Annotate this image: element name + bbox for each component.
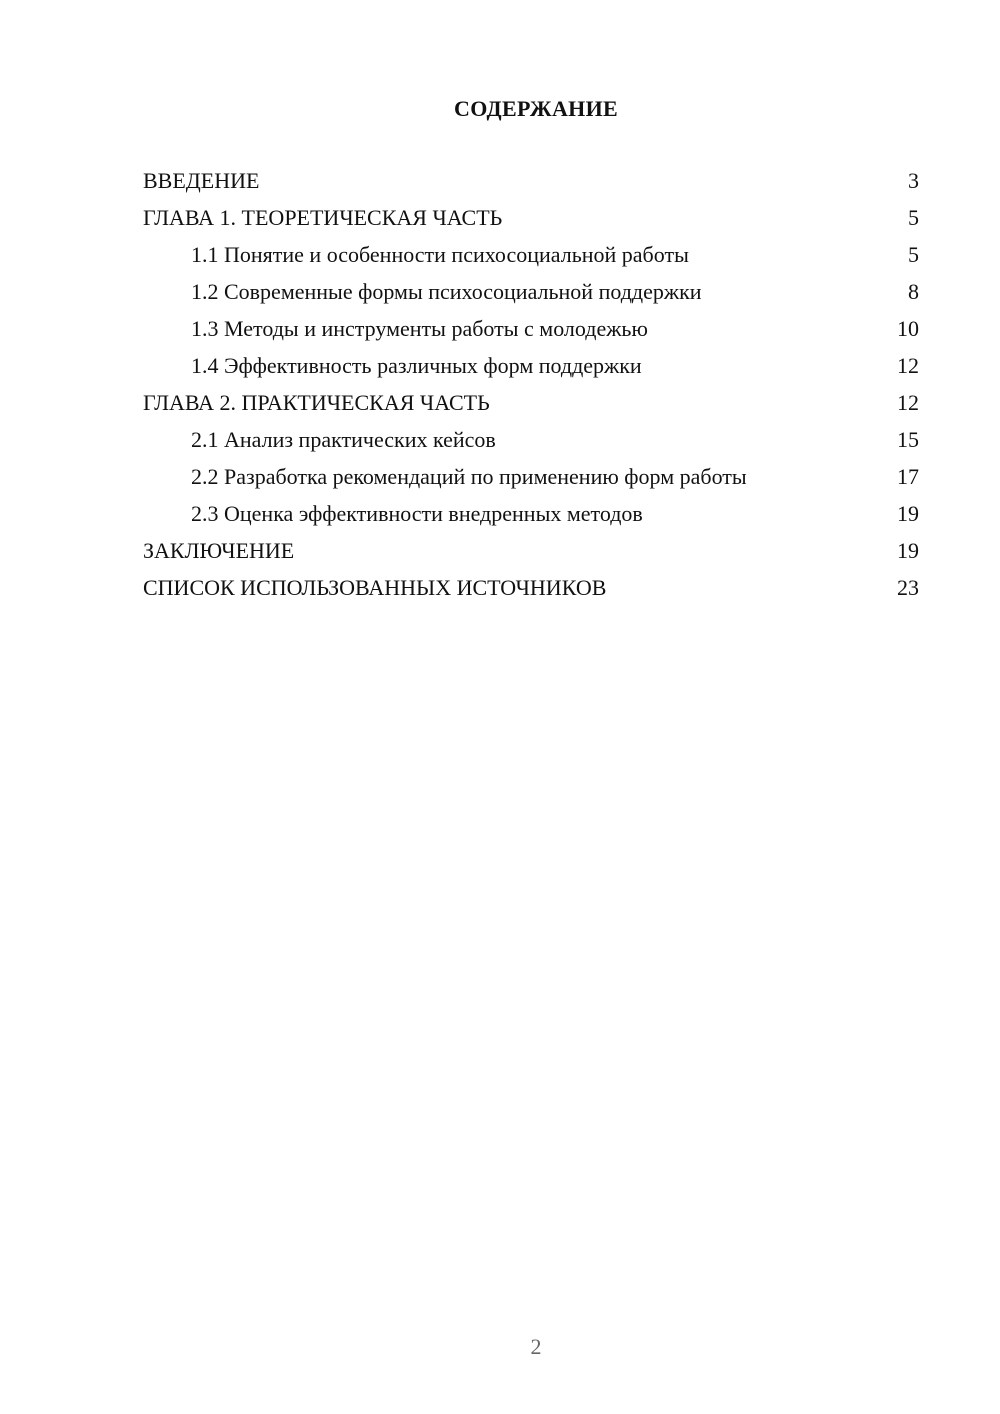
toc-entry-chapter-1[interactable]: [143, 205, 919, 231]
toc-entry-label: 2.2 Разработка рекомендаций по применению форм работы: [191, 464, 747, 489]
toc-entry-page: 19: [897, 501, 919, 526]
toc-entry-label: 2.1 Анализ практических кейсов: [191, 427, 496, 452]
toc-entry-section-2-3[interactable]: [143, 501, 919, 527]
toc-entry-section-1-2[interactable]: [143, 279, 919, 305]
toc-entry-section-2-2[interactable]: [143, 464, 919, 490]
toc-entry-label: 2.3 Оценка эффективности внедренных методов: [191, 501, 643, 526]
toc-entry-label: СПИСОК ИСПОЛЬЗОВАННЫХ ИСТОЧНИКОВ: [143, 575, 607, 600]
toc-entry-conclusion[interactable]: [143, 538, 919, 564]
toc-entry-label: 1.2 Современные формы психосоциальной поддержки: [191, 279, 702, 304]
toc-entry-page: 12: [897, 353, 919, 378]
toc-entry-page: 15: [897, 427, 919, 452]
toc-entry-page: 23: [897, 575, 919, 600]
toc-entry-section-1-3[interactable]: [143, 316, 919, 342]
toc-entry-page: 17: [897, 464, 919, 489]
toc-entry-page: 5: [908, 242, 919, 267]
toc-entry-label: 1.1 Понятие и особенности психосоциальной работы: [191, 242, 689, 267]
toc-entry-label: ГЛАВА 2. ПРАКТИЧЕСКАЯ ЧАСТЬ: [143, 390, 490, 415]
toc-entry-label: ГЛАВА 1. ТЕОРЕТИЧЕСКАЯ ЧАСТЬ: [143, 205, 503, 230]
toc-entry-page: 5: [908, 205, 919, 230]
toc-entry-section-1-4[interactable]: [143, 353, 919, 379]
toc-entry-page: 12: [897, 390, 919, 415]
toc-entry-page: 8: [908, 279, 919, 304]
toc-entry-chapter-2[interactable]: [143, 390, 919, 416]
toc-entry-introduction[interactable]: [143, 168, 919, 194]
toc-entry-section-1-1[interactable]: [143, 242, 919, 268]
table-of-contents: [143, 168, 919, 612]
toc-entry-label: 1.3 Методы и инструменты работы с молодежью: [191, 316, 648, 341]
toc-entry-page: 3: [908, 168, 919, 193]
page-number: 2: [530, 1334, 542, 1359]
toc-entry-label: ЗАКЛЮЧЕНИЕ: [143, 538, 295, 563]
toc-entry-page: 10: [897, 316, 919, 341]
toc-entry-section-2-1[interactable]: [143, 427, 919, 453]
toc-entry-references[interactable]: [143, 575, 919, 601]
toc-entry-label: ВВЕДЕНИЕ: [143, 168, 260, 193]
toc-entry-page: 19: [897, 538, 919, 563]
page-title: СОДЕРЖАНИЕ: [454, 96, 618, 121]
toc-entry-label: 1.4 Эффективность различных форм поддержки: [191, 353, 642, 378]
